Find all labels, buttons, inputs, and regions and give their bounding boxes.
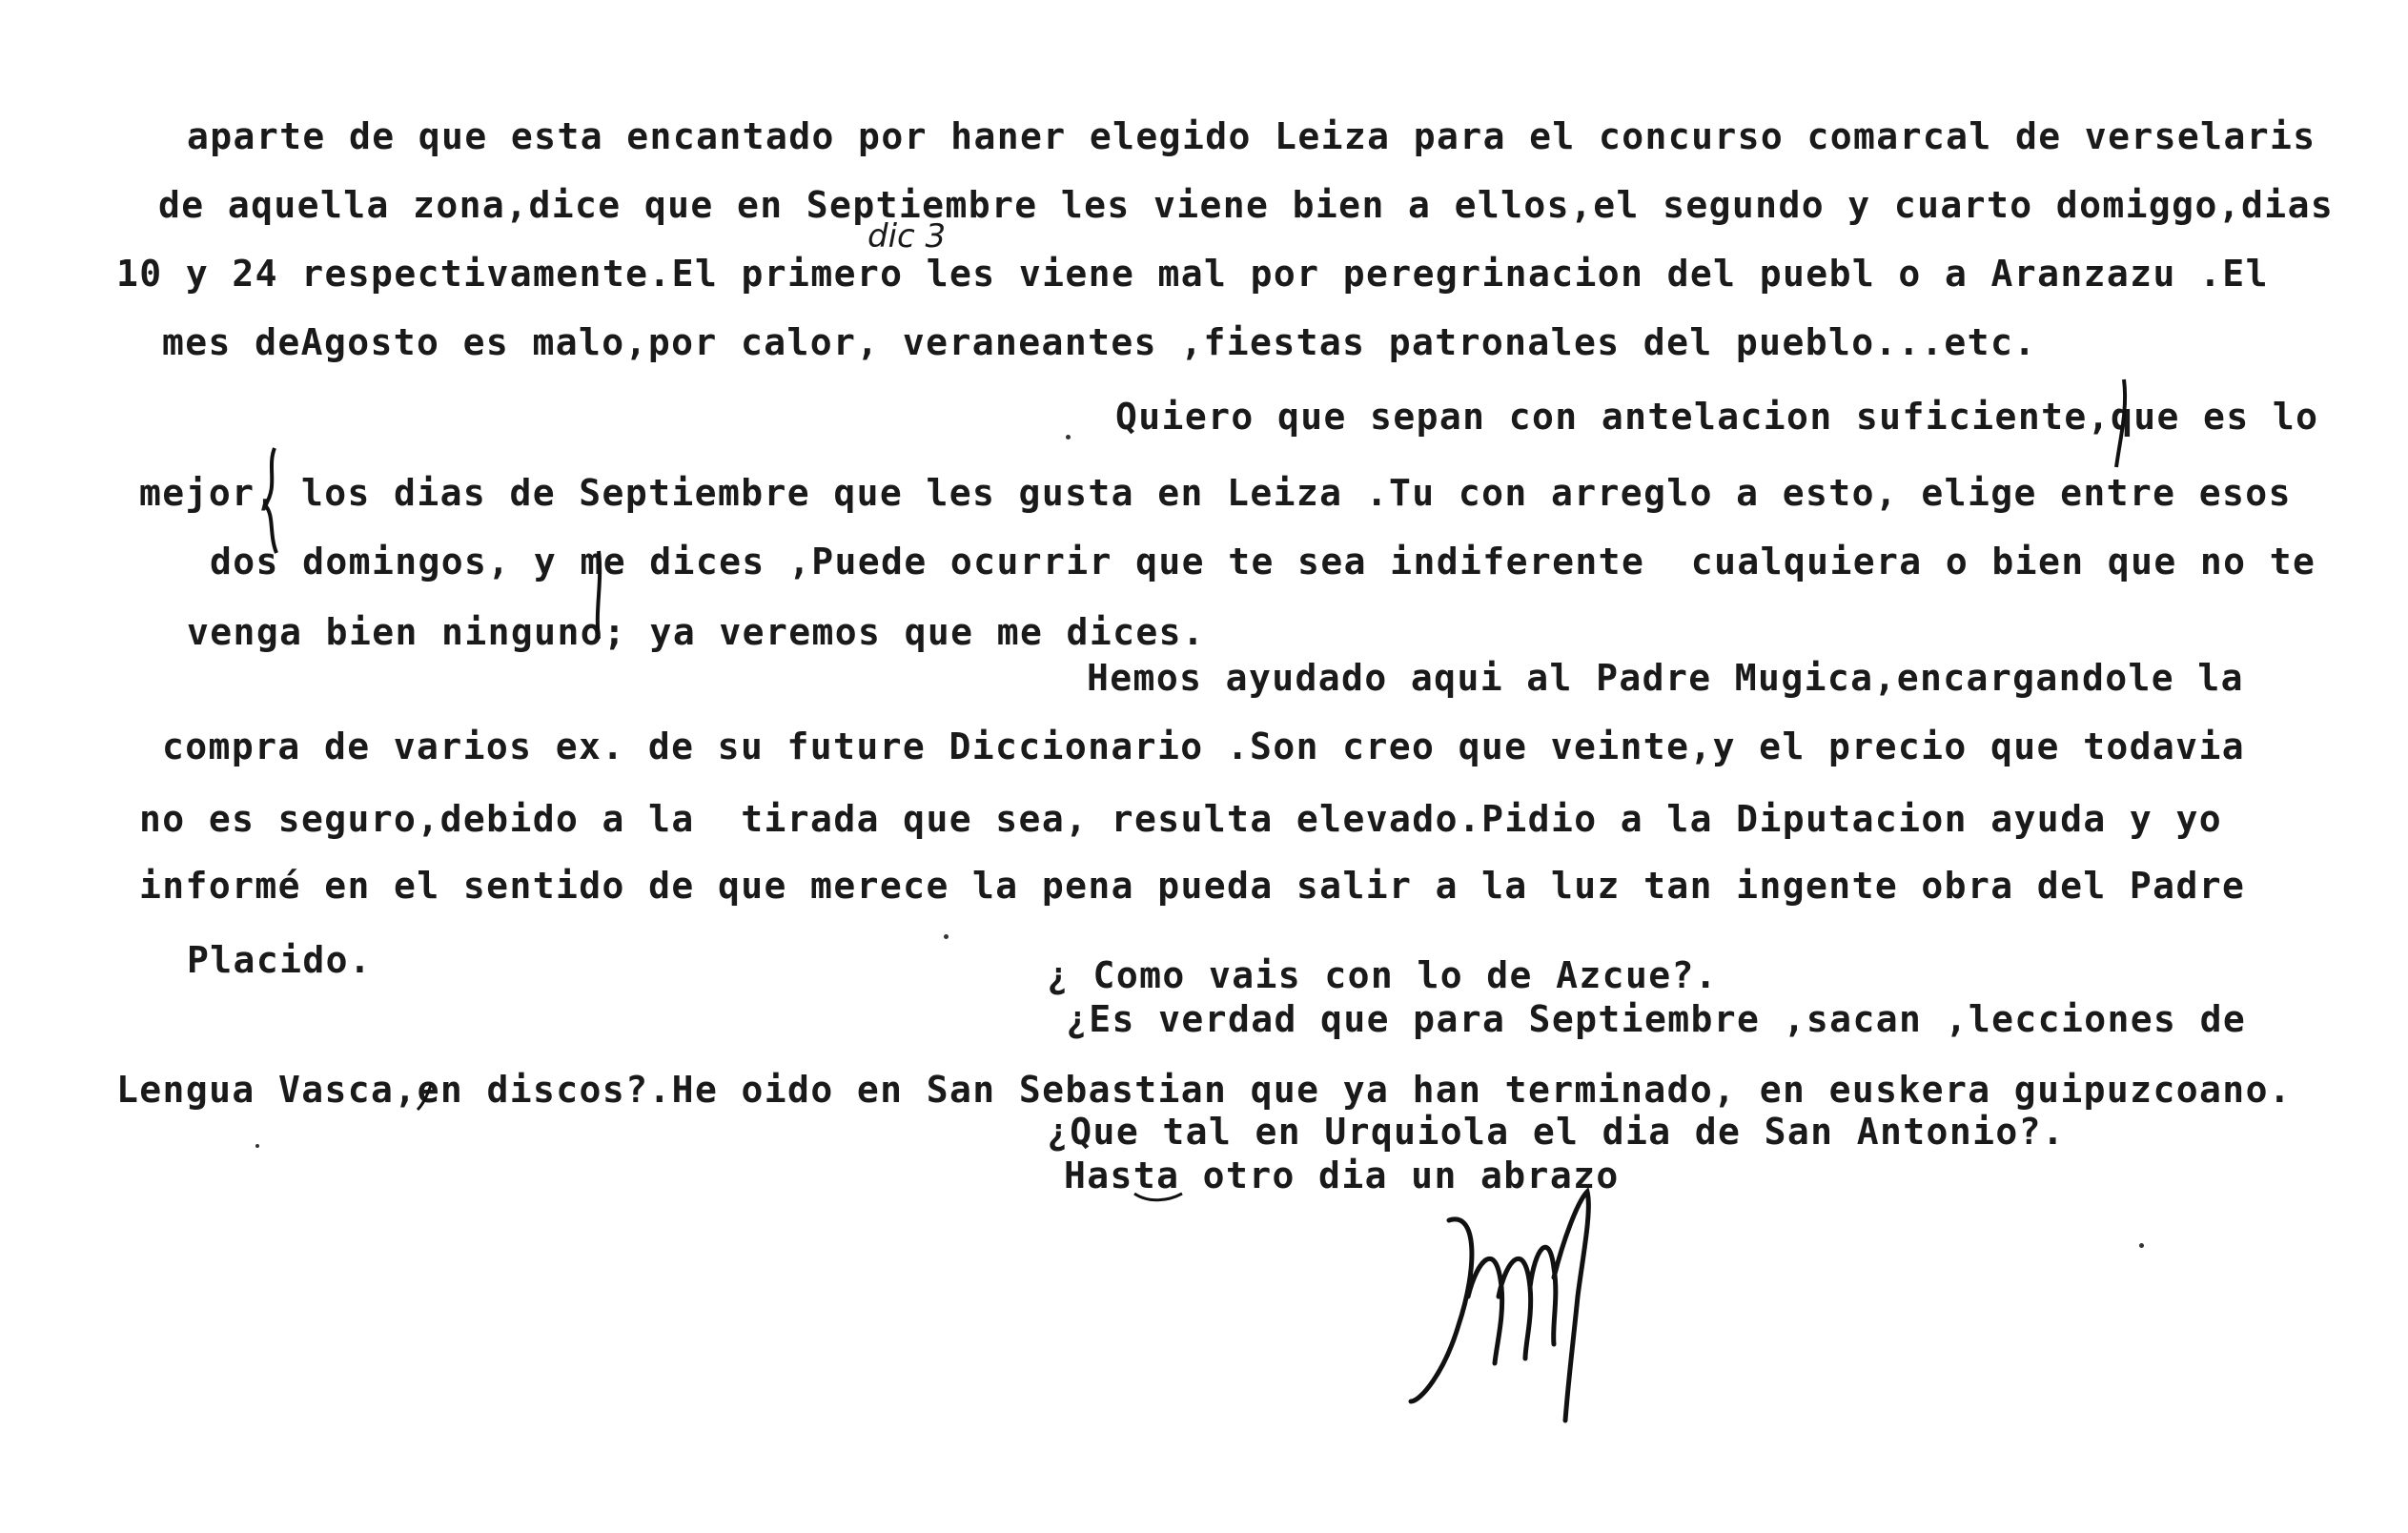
letter-line: mejor, los dias de Septiembre que les gusta en Leiza .Tu con arreglo a esto, elige entre esos — [139, 472, 2292, 514]
signature — [1392, 1182, 1678, 1430]
speck — [1066, 435, 1071, 439]
letter-line: mes deAgosto es malo,por calor, veraneantes ,fiestas patronales del pueblo...etc. — [162, 321, 2037, 363]
handwritten-note: dic 3 — [867, 217, 947, 256]
letter-line: Hasta otro dia un abrazo — [1064, 1155, 1620, 1196]
letter-line: ¿ Como vais con lo de Azcue?. — [1047, 954, 1719, 996]
speck — [2139, 1243, 2144, 1248]
letter-line: dos domingos, y me dices ,Puede ocurrir que te sea indiferente cualquiera o bien que no te — [210, 541, 2316, 583]
letter-line: Hemos ayudado aqui al Padre Mugica,encargandole la — [1087, 657, 2244, 699]
letter-line: ¿Es verdad que para Septiembre ,sacan ,lecciones de — [1066, 998, 2247, 1040]
letter-line: 10 y 24 respectivamente.El primero les viene mal por peregrinacion del puebl o a Aranzazu .El — [116, 253, 2269, 295]
letter-line: informé en el sentido de que merece la pena pueda salir a la luz tan ingente obra del Padre — [139, 865, 2246, 907]
letter-line: de aquella zona,dice que en Septiembre les viene bien a ellos,el segundo y cuarto domiggo,dias — [158, 184, 2335, 226]
letter-line: no es seguro,debido a la tirada que sea, resulta elevado.Pidio a la Diputacion ayuda y yo — [139, 798, 2223, 840]
speck — [944, 934, 949, 939]
letter-line: aparte de que esta encantado por haner elegido Leiza para el concurso comarcal de verselaris — [187, 115, 2316, 157]
letter-line: Lengua Vasca,en discos?.He oido en San Sebastian que ya han terminado, en euskera guipuzcoano. — [116, 1069, 2293, 1111]
speck — [255, 1144, 259, 1148]
letter-line: compra de varios ex. de su future Diccionario .Son creo que veinte,y el precio que todavia — [162, 726, 2246, 767]
letter-line: ¿Que tal en Urquiola el dia de San Antonio?. — [1047, 1111, 2066, 1153]
letter-line: Quiero que sepan con antelacion suficiente,que es lo — [1115, 396, 2319, 438]
letter-line: venga bien ninguno; ya veremos que me dices. — [187, 611, 1206, 653]
letter-line: Placido. — [187, 939, 373, 981]
